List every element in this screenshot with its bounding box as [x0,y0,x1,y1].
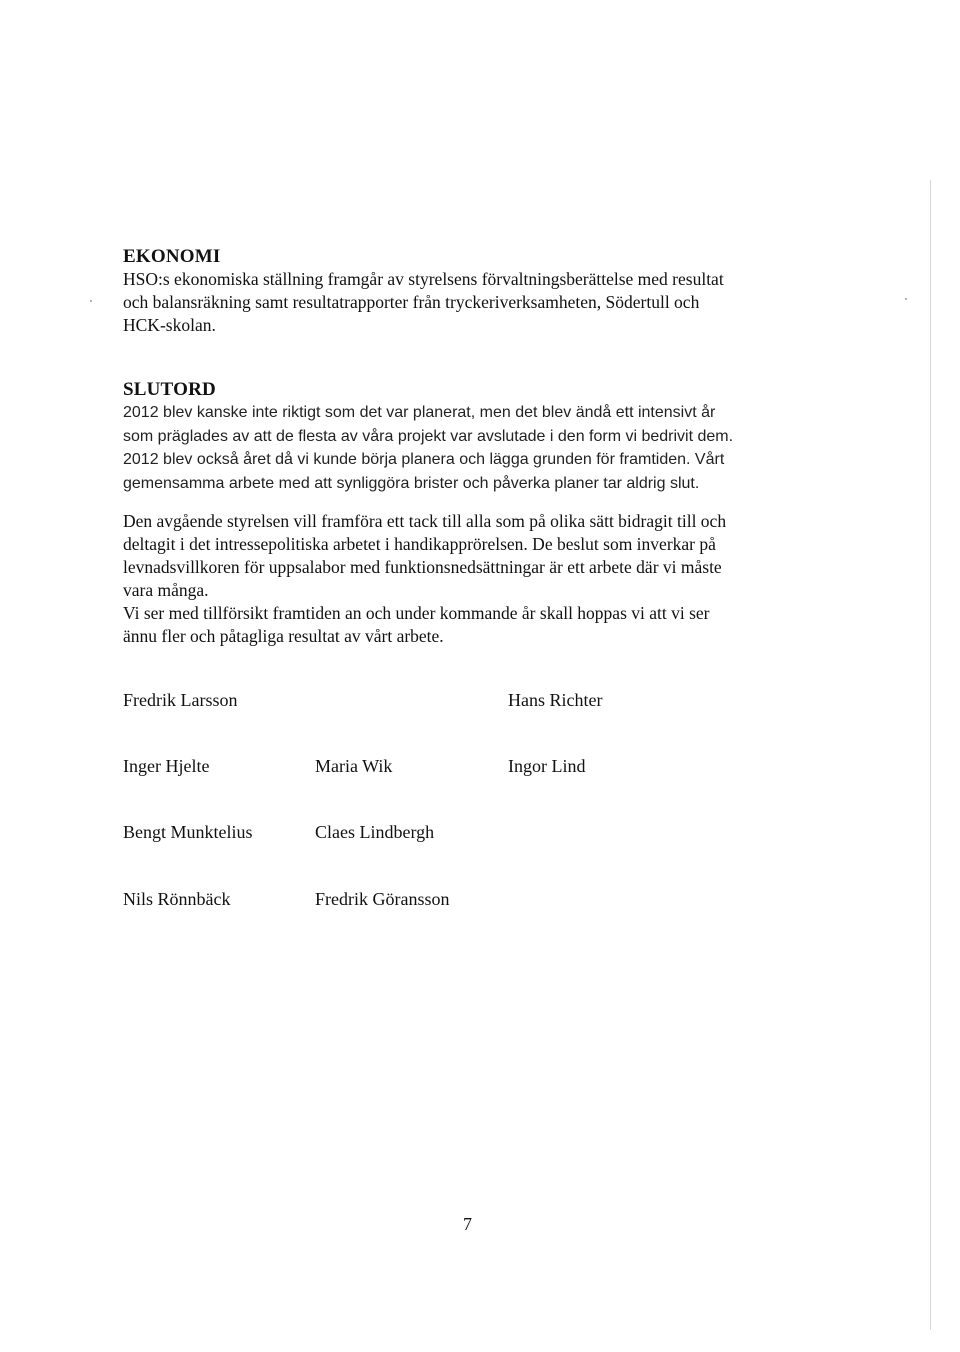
ekonomi-text: HSO:s ekonomiska ställning framgår av styrelsens förvaltningsberättelse med resultat och balansräkning samt resultatrapporter från tryckeriverksamheten, Södertull och HCK-skolan. [123,269,724,335]
signature-maria-wik: Maria Wik [315,756,393,776]
ekonomi-heading: EKONOMI [123,246,221,267]
scan-speck [905,298,907,300]
signature-bengt-munktelius: Bengt Munktelius [123,822,253,842]
scan-speck [90,300,92,302]
signature-nils-ronnback: Nils Rönnbäck [123,889,231,909]
slutord-text: 2012 blev kanske inte riktigt som det var planerat, men det blev ändå ett intensivt år som präglades av att de flesta av våra projekt var avslutade i den form vi bedrivit dem. 2012 blev också året då vi kunde börja planera och lägga grunden för framtiden. Vårt gemensamma arbete med att synliggöra brister och påverka planer tar aldrig slut. [123,404,734,492]
signature-claes-lindbergh: Claes Lindbergh [315,822,435,842]
slutord-heading: SLUTORD [123,379,216,400]
ekonomi-section [123,245,823,337]
signature-hans-richter: Hans Richter [508,690,603,710]
signature-ingor-lind: Ingor Lind [508,756,586,776]
slutord-section [123,378,823,495]
signature-fredrik-larsson: Fredrik Larsson [123,690,238,710]
signature-fredrik-goransson: Fredrik Göransson [315,889,450,909]
scan-edge-line [930,180,931,1330]
closing-text: Den avgående styrelsen vill framföra ett tack till alla som på olika sätt bidragit till och deltagit i det intressepolitiska arbetet i handikapprörelsen. De beslut som inverkar på levnadsvillkoren för uppsalabor med funktionsnedsättningar är ett arbete där vi måste vara många. Vi ser med tillförsikt framtiden an och under kommande år skall hoppas vi att vi ser ännu fler och påtagliga resultat av vårt arbete. [123,511,727,646]
closing-section [123,510,823,648]
signature-inger-hjelte: Inger Hjelte [123,756,210,776]
page-number: 7 [463,1214,472,1234]
